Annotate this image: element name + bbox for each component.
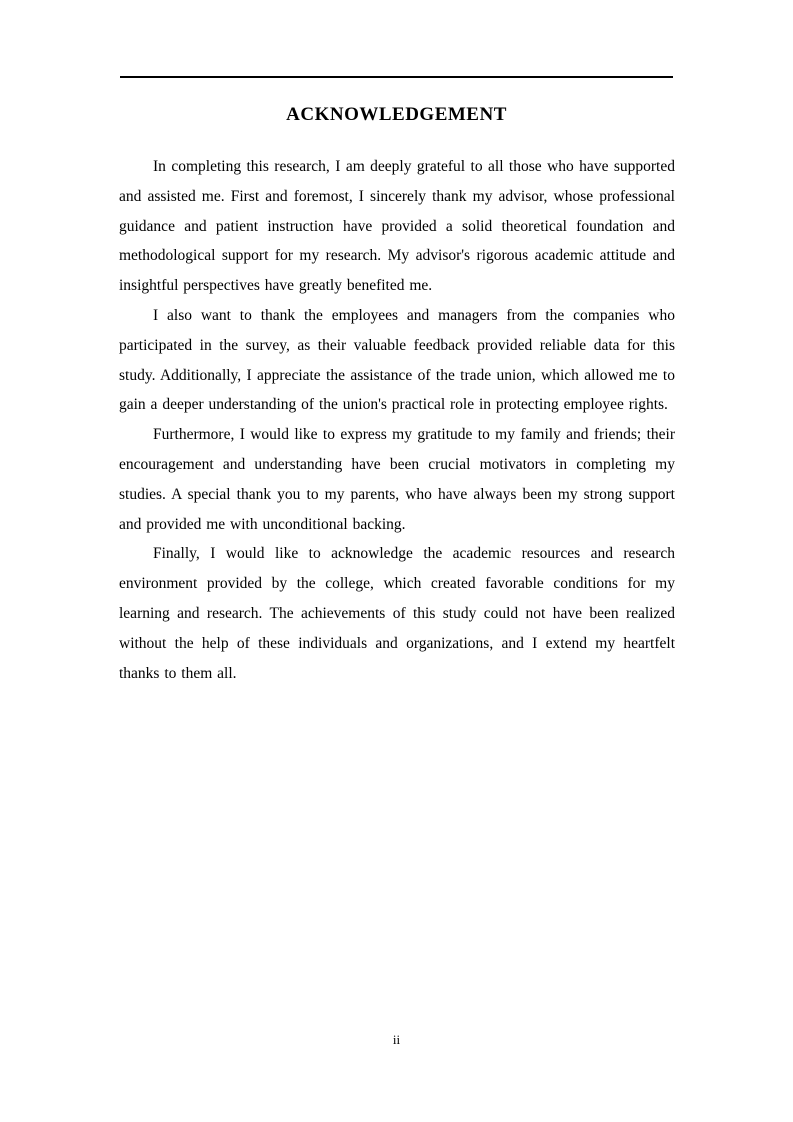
- header-rule: [120, 76, 673, 78]
- paragraph-advisor: In completing this research, I am deeply grateful to all those who have supported and assisted me. First and foremost, I sincerely thank my advisor, whose professional guidance and patient instruction have provided a solid theoretical foundation and methodological support for my research. My advisor's rigorous academic attitude and insightful perspectives have greatly benefited me.: [119, 158, 675, 295]
- paragraph-survey-union: I also want to thank the employees and managers from the companies who participated in the survey, as their valuable feedback provided reliable data for this study. Additionally, I appreciate the assistance of the trade union, which allowed me to gain a deeper understanding of the union's practical role in protecting employee rights.: [119, 306, 675, 414]
- acknowledgement-body: [119, 152, 675, 688]
- paragraph-family-friends: Furthermore, I would like to express my gratitude to my family and friends; their encouragement and understanding have been crucial motivators in completing my studies. A special thank you to my parents, who have always been my strong support and provided me with unconditional backing.: [119, 426, 675, 533]
- paragraph-college-closing: Finally, I would like to acknowledge the academic resources and research environment provided by the college, which created favorable conditions for my learning and research. The achievements of this study could not have been realized without the help of these individuals and organizations, and I extend my heartfelt thanks to them all.: [119, 545, 675, 682]
- page-title: ACKNOWLEDGEMENT: [286, 104, 507, 125]
- page-number: ii: [392, 1032, 401, 1047]
